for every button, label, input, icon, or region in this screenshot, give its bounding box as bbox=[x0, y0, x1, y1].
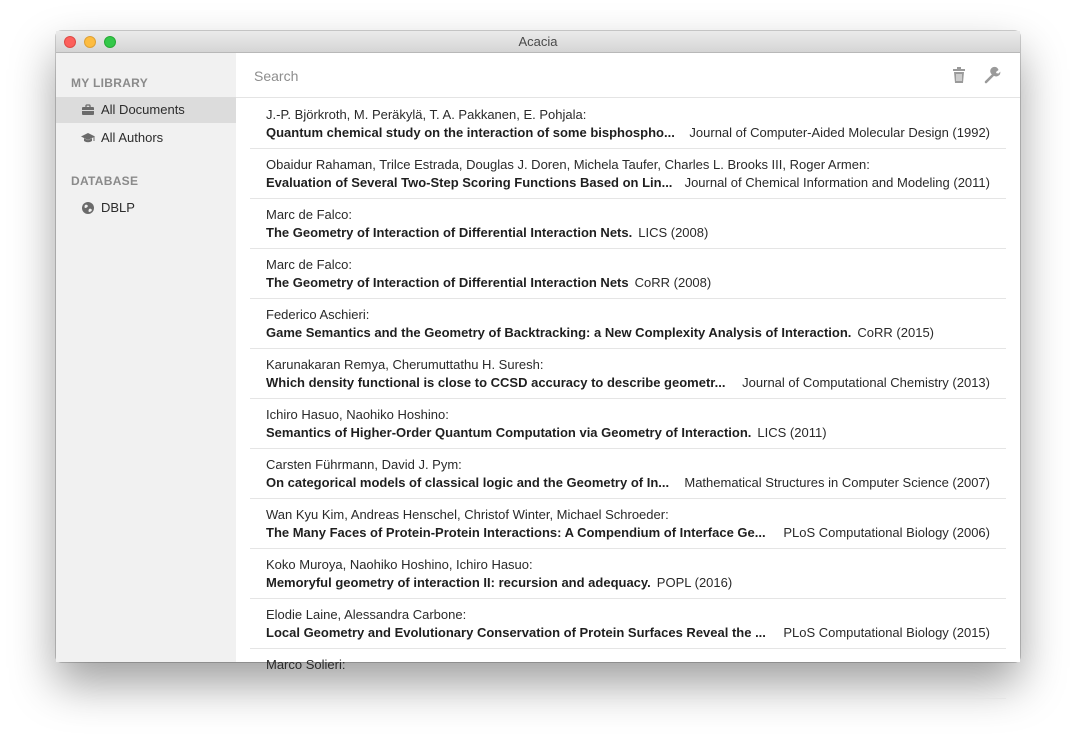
document-row[interactable] bbox=[250, 599, 1006, 649]
document-title: Game Semantics and the Geometry of Backtracking: a New Complexity Analysis of Interaction. bbox=[266, 325, 852, 340]
sidebar bbox=[56, 53, 236, 662]
document-authors: Federico Aschieri: bbox=[266, 307, 370, 322]
document-venue: PLoS Computational Biology (2006) bbox=[783, 525, 990, 540]
document-row[interactable] bbox=[250, 299, 1006, 349]
document-row[interactable] bbox=[250, 349, 1006, 399]
app-window bbox=[56, 31, 1020, 672]
document-title: On categorical models of classical logic and the Geometry of In... bbox=[266, 475, 670, 490]
document-pane bbox=[236, 53, 1020, 672]
document-authors: Marc de Falco: bbox=[266, 207, 352, 222]
document-row[interactable] bbox=[250, 199, 1006, 249]
document-row[interactable] bbox=[250, 449, 1006, 499]
document-venue: CoRR (2008) bbox=[634, 275, 712, 290]
document-title: Semantics of Higher-Order Quantum Computation via Geometry of Interaction. bbox=[266, 425, 752, 440]
document-list bbox=[250, 99, 1006, 699]
sidebar-item-all-documents[interactable] bbox=[56, 97, 236, 123]
document-authors: Elodie Laine, Alessandra Carbone: bbox=[266, 607, 467, 622]
document-venue: Journal of Computational Chemistry (2013) bbox=[742, 375, 990, 390]
document-venue: Mathematical Structures in Computer Science (2007) bbox=[684, 475, 990, 490]
document-venue: Journal of Computer-Aided Molecular Design (1992) bbox=[689, 125, 990, 140]
document-title: Local Geometry and Evolutionary Conservation of Protein Surfaces Reveal the ... bbox=[266, 625, 766, 640]
document-authors: Koko Muroya, Naohiko Hoshino, Ichiro Hasuo: bbox=[266, 557, 533, 572]
document-venue: LICS (2011) bbox=[757, 425, 827, 440]
sidebar-item-label: All Documents bbox=[101, 102, 185, 117]
document-title: Evaluation of Several Two-Step Scoring Functions Based on Lin... bbox=[266, 175, 673, 190]
document-row[interactable] bbox=[250, 249, 1006, 299]
document-venue: PLoS Computational Biology (2015) bbox=[783, 625, 990, 640]
document-authors: J.-P. Björkroth, M. Peräkylä, T. A. Pakkanen, E. Pohjala: bbox=[266, 107, 587, 122]
document-row[interactable] bbox=[250, 549, 1006, 599]
document-authors: Marco Solieri: bbox=[266, 657, 346, 672]
document-venue: LICS (2008) bbox=[638, 225, 709, 240]
document-authors: Karunakaran Remya, Cherumuttathu H. Suresh: bbox=[266, 357, 544, 372]
graduation-cap-icon bbox=[81, 131, 95, 145]
search-input[interactable] bbox=[254, 65, 854, 87]
section-header-my-library: MY LIBRARY bbox=[71, 76, 149, 90]
document-title: Memoryful geometry of interaction II: recursion and adequacy. bbox=[266, 575, 651, 590]
section-header-database: DATABASE bbox=[71, 174, 139, 188]
document-title: Which density functional is close to CCSD accuracy to describe geometr... bbox=[266, 375, 726, 390]
sidebar-item-label: All Authors bbox=[101, 130, 164, 145]
document-authors: Carsten Führmann, David J. Pym: bbox=[266, 457, 462, 472]
search-bar bbox=[236, 53, 1020, 98]
document-authors: Obaidur Rahaman, Trilce Estrada, Douglas J. Doren, Michela Taufer, Charles L. Brooks III, Roger Armen: bbox=[266, 157, 870, 172]
document-row[interactable] bbox=[250, 99, 1006, 149]
briefcase-icon bbox=[81, 103, 95, 117]
document-authors: Wan Kyu Kim, Andreas Henschel, Christof Winter, Michael Schroeder: bbox=[266, 507, 669, 522]
window-title: Acacia bbox=[518, 34, 558, 49]
document-row[interactable] bbox=[250, 499, 1006, 549]
sidebar-item-label: DBLP bbox=[101, 200, 135, 215]
document-venue: CoRR (2015) bbox=[857, 325, 935, 340]
document-row[interactable] bbox=[250, 149, 1006, 199]
document-row[interactable] bbox=[250, 649, 1006, 699]
trash-icon[interactable] bbox=[950, 66, 968, 84]
globe-icon bbox=[81, 201, 95, 215]
document-title: The Geometry of Interaction of Differential Interaction Nets. bbox=[266, 225, 633, 240]
document-row[interactable] bbox=[250, 399, 1006, 449]
document-title: The Many Faces of Protein-Protein Interactions: A Compendium of Interface Ge... bbox=[266, 525, 766, 540]
document-authors: Marc de Falco: bbox=[266, 257, 352, 272]
document-authors: Ichiro Hasuo, Naohiko Hoshino: bbox=[266, 407, 449, 422]
sidebar-item-all-authors[interactable] bbox=[56, 125, 236, 151]
title-bar[interactable] bbox=[56, 31, 1020, 53]
document-title: Quantum chemical study on the interaction of some bisphospho... bbox=[266, 125, 675, 140]
document-venue: POPL (2016) bbox=[656, 575, 733, 590]
wrench-icon[interactable] bbox=[984, 66, 1002, 84]
sidebar-item-dblp[interactable] bbox=[56, 195, 236, 221]
document-venue: Journal of Chemical Information and Modeling (2011) bbox=[684, 175, 990, 190]
document-title: The Geometry of Interaction of Differential Interaction Nets bbox=[266, 275, 629, 290]
